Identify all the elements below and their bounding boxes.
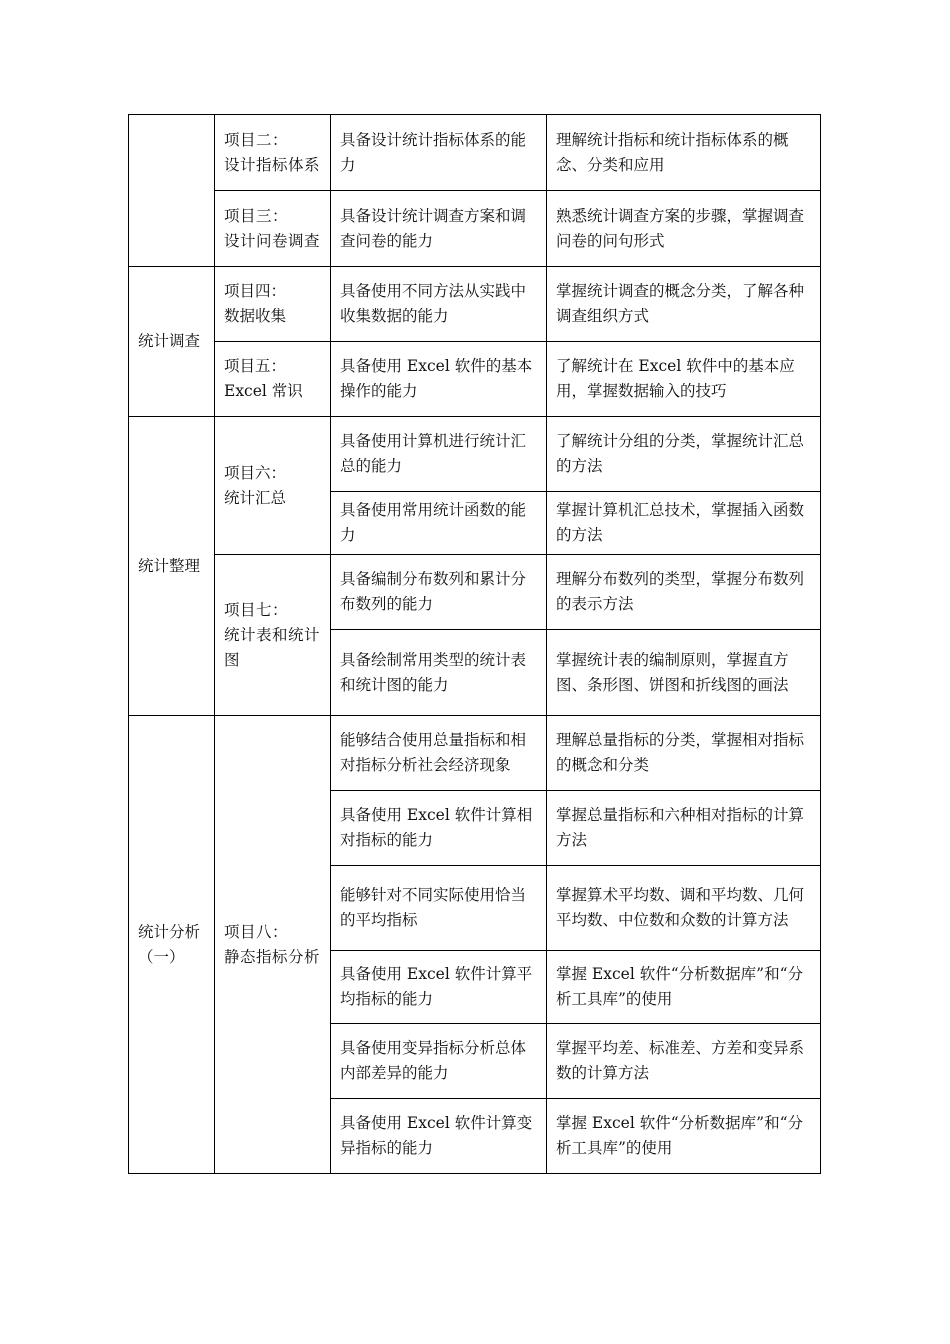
project-cell: 项目七： 统计表和统计图: [215, 555, 331, 716]
ability-cell: 具备使用不同方法从实践中收集数据的能力: [331, 267, 547, 342]
ability-cell: 能够针对不同实际使用恰当的平均指标: [331, 866, 547, 951]
ability-cell: 具备使用 Excel 软件计算平均指标的能力: [331, 951, 547, 1024]
knowledge-cell: 了解统计在 Excel 软件中的基本应用，掌握数据输入的技巧: [547, 342, 821, 417]
knowledge-cell: 掌握总量指标和六种相对指标的计算方法: [547, 791, 821, 866]
ability-cell: 具备使用计算机进行统计汇总的能力: [331, 417, 547, 492]
ability-cell: 具备使用 Excel 软件计算相对指标的能力: [331, 791, 547, 866]
knowledge-cell: 理解总量指标的分类，掌握相对指标的概念和分类: [547, 716, 821, 791]
ability-cell: 具备使用 Excel 软件的基本操作的能力: [331, 342, 547, 417]
ability-cell: 具备设计统计调查方案和调查问卷的能力: [331, 191, 547, 267]
table-row: [129, 417, 821, 492]
table-row: [129, 555, 821, 630]
project-cell: 项目六： 统计汇总: [215, 417, 331, 555]
module-cell: 统计整理: [129, 417, 215, 716]
project-cell: 项目八： 静态指标分析: [215, 716, 331, 1174]
ability-cell: 具备绘制常用类型的统计表和统计图的能力: [331, 630, 547, 716]
knowledge-cell: 熟悉统计调查方案的步骤，掌握调查问卷的问句形式: [547, 191, 821, 267]
knowledge-cell: 了解统计分组的分类，掌握统计汇总的方法: [547, 417, 821, 492]
module-cell: 统计调查: [129, 267, 215, 417]
table-row: [129, 115, 821, 191]
knowledge-cell: 掌握 Excel 软件“分析数据库”和“分析工具库”的使用: [547, 951, 821, 1024]
table-row: [129, 342, 821, 417]
table-row: [129, 267, 821, 342]
project-cell: 项目三： 设计问卷调查: [215, 191, 331, 267]
table-row: [129, 191, 821, 267]
knowledge-cell: 理解分布数列的类型，掌握分布数列的表示方法: [547, 555, 821, 630]
module-cell: [129, 115, 215, 267]
project-cell: 项目四： 数据收集: [215, 267, 331, 342]
knowledge-cell: 掌握算术平均数、调和平均数、几何平均数、中位数和众数的计算方法: [547, 866, 821, 951]
ability-cell: 具备使用变异指标分析总体内部差异的能力: [331, 1024, 547, 1099]
knowledge-cell: 掌握平均差、标准差、方差和变异系数的计算方法: [547, 1024, 821, 1099]
ability-cell: 能够结合使用总量指标和相对指标分析社会经济现象: [331, 716, 547, 791]
knowledge-cell: 掌握 Excel 软件“分析数据库”和“分析工具库”的使用: [547, 1099, 821, 1174]
knowledge-cell: 掌握统计调查的概念分类，了解各种调查组织方式: [547, 267, 821, 342]
project-cell: 项目五： Excel 常识: [215, 342, 331, 417]
project-cell: 项目二： 设计指标体系: [215, 115, 331, 191]
curriculum-table: [128, 114, 821, 1174]
table-row: [129, 716, 821, 791]
module-cell: 统计分析 （一）: [129, 716, 215, 1174]
knowledge-cell: 掌握统计表的编制原则，掌握直方图、条形图、饼图和折线图的画法: [547, 630, 821, 716]
ability-cell: 具备编制分布数列和累计分布数列的能力: [331, 555, 547, 630]
knowledge-cell: 理解统计指标和统计指标体系的概念、分类和应用: [547, 115, 821, 191]
knowledge-cell: 掌握计算机汇总技术，掌握插入函数的方法: [547, 492, 821, 555]
ability-cell: 具备使用 Excel 软件计算变异指标的能力: [331, 1099, 547, 1174]
ability-cell: 具备使用常用统计函数的能力: [331, 492, 547, 555]
ability-cell: 具备设计统计指标体系的能力: [331, 115, 547, 191]
